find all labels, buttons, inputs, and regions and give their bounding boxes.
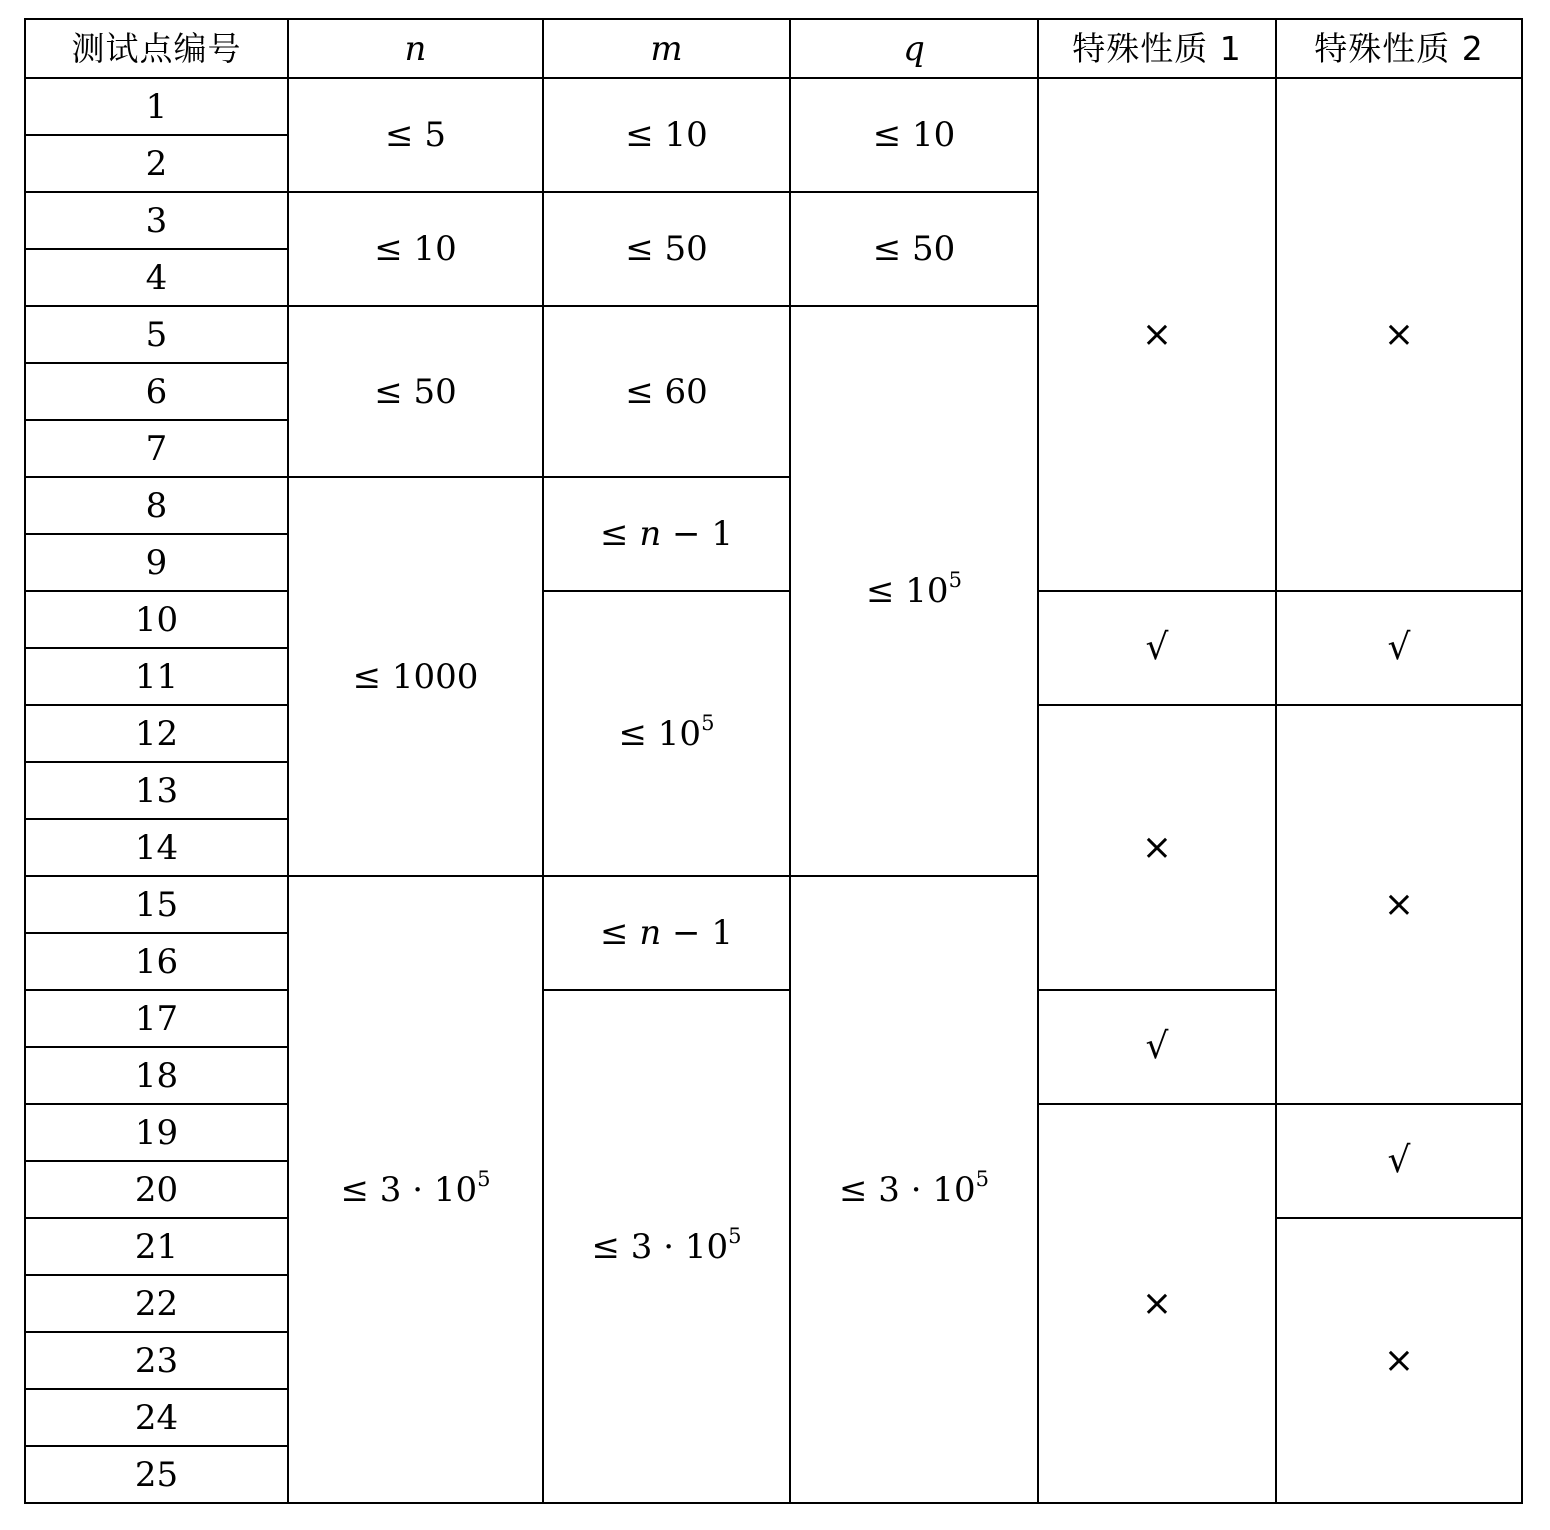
constraint-text: ≤	[600, 913, 640, 953]
header-test-point-id: 测试点编号	[25, 19, 288, 78]
m-constraint-cell	[543, 477, 790, 591]
constraint-exponent: 5	[701, 709, 715, 735]
m-constraint-cell	[543, 78, 790, 192]
test-point-table	[24, 18, 1523, 1504]
test-point-id-cell: 6	[25, 363, 288, 420]
test-point-id-cell: 7	[25, 420, 288, 477]
q-constraint-cell	[790, 306, 1038, 876]
constraint-text: ≤ 50	[625, 229, 708, 269]
constraint-text: ≤ 10	[374, 229, 457, 269]
q-constraint-cell	[790, 876, 1038, 1503]
table-row	[25, 591, 1522, 648]
n-constraint-cell	[288, 477, 543, 876]
special-property-2-cell	[1276, 1218, 1522, 1503]
constraint-text: ≤ 50	[872, 229, 956, 269]
check-mark: √	[1387, 627, 1411, 668]
header-m: m	[543, 19, 790, 78]
test-point-id-cell: 21	[25, 1218, 288, 1275]
check-mark: √	[1145, 627, 1169, 668]
test-point-id-cell: 24	[25, 1389, 288, 1446]
constraint-exponent: 5	[728, 1222, 742, 1248]
m-constraint-cell	[543, 306, 790, 477]
test-point-id-cell: 16	[25, 933, 288, 990]
n-constraint-cell	[288, 306, 543, 477]
test-point-id-cell: 22	[25, 1275, 288, 1332]
cross-mark: ×	[1383, 1339, 1415, 1381]
constraint-text: ≤ 3 · 10	[340, 1169, 478, 1210]
n-constraint-cell	[288, 78, 543, 192]
constraint-text: ≤ 5	[385, 115, 446, 155]
test-point-id-cell: 12	[25, 705, 288, 762]
header-special-property-1: 特殊性质 1	[1038, 19, 1276, 78]
special-property-2-cell	[1276, 705, 1522, 1104]
test-point-id-cell: 25	[25, 1446, 288, 1503]
test-point-id-cell: 2	[25, 135, 288, 192]
test-point-id-cell: 18	[25, 1047, 288, 1104]
header-row	[25, 19, 1522, 78]
constraint-suffix: − 1	[661, 514, 733, 554]
constraint-variable: n	[639, 514, 662, 554]
special-property-2-cell	[1276, 78, 1522, 591]
cross-mark: ×	[1141, 1282, 1173, 1324]
q-constraint-cell	[790, 78, 1038, 192]
constraint-text: ≤ 10	[866, 571, 949, 611]
constraint-text: ≤ 10	[872, 115, 956, 155]
n-constraint-cell	[288, 876, 543, 1503]
constraint-text: ≤ 10	[625, 115, 708, 155]
table-row	[25, 78, 1522, 135]
test-point-id-cell: 8	[25, 477, 288, 534]
test-point-id-cell: 20	[25, 1161, 288, 1218]
constraint-text: ≤ 3 · 10	[838, 1169, 976, 1210]
test-point-id-cell: 5	[25, 306, 288, 363]
constraint-text: ≤ 1000	[352, 656, 479, 697]
test-point-id-cell: 17	[25, 990, 288, 1047]
cross-mark: ×	[1383, 313, 1415, 355]
constraint-variable: n	[639, 913, 662, 953]
table-body	[25, 78, 1522, 1503]
constraint-text: ≤	[600, 514, 640, 554]
special-property-1-cell	[1038, 78, 1276, 591]
cross-mark: ×	[1383, 883, 1415, 925]
cross-mark: ×	[1141, 313, 1173, 355]
test-point-id-cell: 15	[25, 876, 288, 933]
test-point-id-cell: 3	[25, 192, 288, 249]
m-constraint-cell	[543, 591, 790, 876]
constraint-exponent: 5	[975, 1165, 990, 1191]
test-point-id-cell: 19	[25, 1104, 288, 1161]
test-point-id-cell: 23	[25, 1332, 288, 1389]
special-property-2-cell	[1276, 1104, 1522, 1218]
test-point-id-cell: 9	[25, 534, 288, 591]
constraint-text: ≤ 3 · 10	[591, 1226, 729, 1267]
special-property-2-cell	[1276, 591, 1522, 705]
check-mark: √	[1387, 1140, 1411, 1181]
test-point-id-cell: 4	[25, 249, 288, 306]
n-constraint-cell	[288, 192, 543, 306]
m-constraint-cell	[543, 990, 790, 1503]
constraint-exponent: 5	[477, 1165, 491, 1191]
constraint-text: ≤ 60	[625, 371, 708, 412]
test-point-id-cell: 13	[25, 762, 288, 819]
header-n: n	[288, 19, 543, 78]
header-q: q	[790, 19, 1038, 78]
test-point-id-cell: 14	[25, 819, 288, 876]
constraint-text: ≤ 50	[374, 371, 457, 412]
test-point-id-cell: 10	[25, 591, 288, 648]
m-constraint-cell	[543, 192, 790, 306]
constraint-text: ≤ 10	[618, 713, 702, 754]
check-mark: √	[1145, 1026, 1169, 1067]
m-constraint-cell	[543, 876, 790, 990]
header-special-property-2: 特殊性质 2	[1276, 19, 1522, 78]
table-wrapper	[24, 18, 1523, 1504]
special-property-1-cell	[1038, 1104, 1276, 1503]
q-constraint-cell	[790, 192, 1038, 306]
cross-mark: ×	[1141, 826, 1173, 868]
special-property-1-cell	[1038, 990, 1276, 1104]
special-property-1-cell	[1038, 591, 1276, 705]
constraint-exponent: 5	[948, 566, 962, 592]
test-point-id-cell: 1	[25, 78, 288, 135]
test-point-id-cell: 11	[25, 648, 288, 705]
special-property-1-cell	[1038, 705, 1276, 990]
constraint-suffix: − 1	[661, 913, 733, 953]
